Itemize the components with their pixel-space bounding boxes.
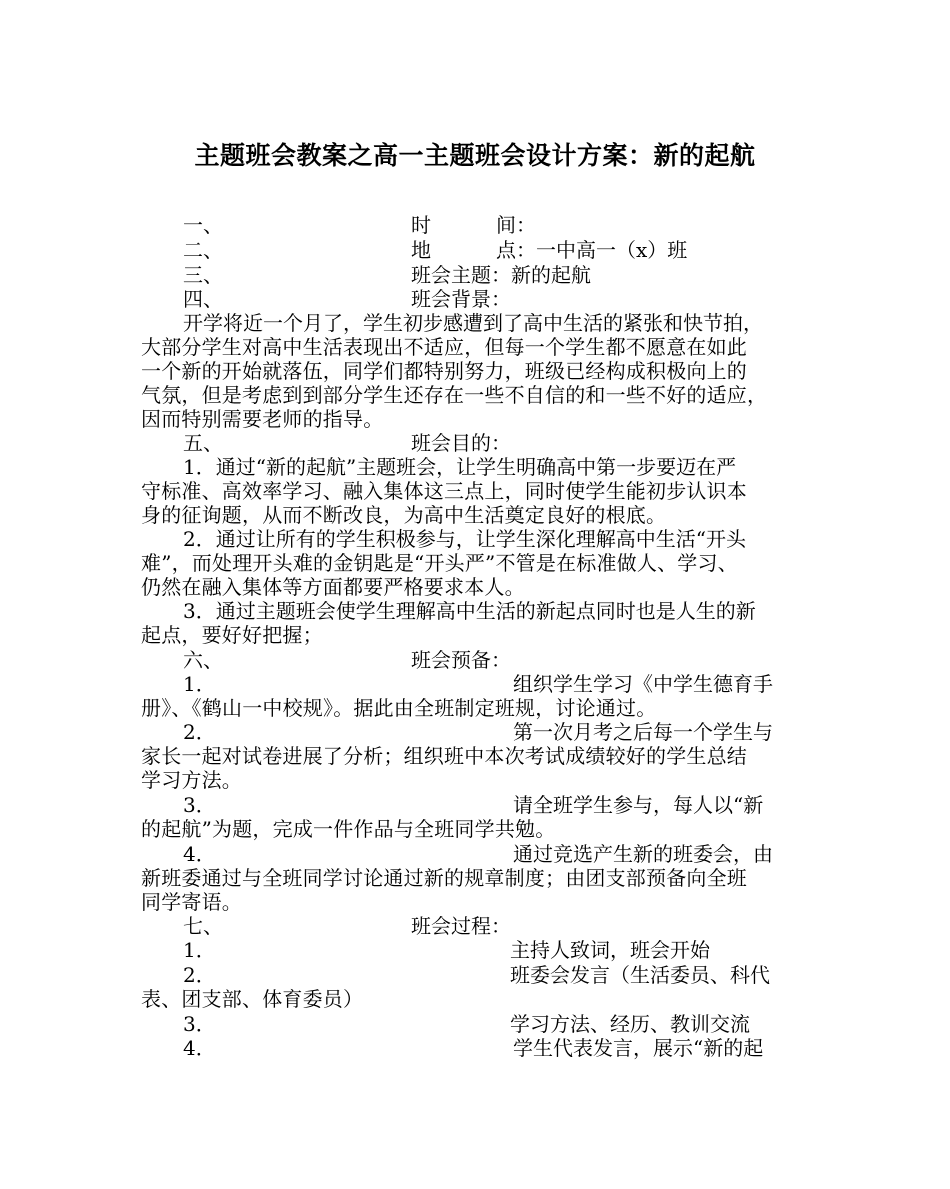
section-2-number: 二、 — [183, 238, 223, 262]
process-4-number: 4． — [183, 1036, 216, 1060]
goal-2-line: 仍然在融入集体等方面都要严格要求本人。 — [141, 575, 525, 599]
process-4-text: 学生代表发言，展示“新的起 — [513, 1036, 764, 1060]
section-6-number: 六、 — [183, 648, 223, 672]
goal-1-line: 身的征询题，从而不断改良，为高中生活奠定良好的根底。 — [141, 503, 667, 527]
process-3-text: 学习方法、经历、教训交流 — [510, 1012, 750, 1036]
background-line: 气氛，但是考虑到到部分学生还存在一些不自信的和一些不好的适应， — [141, 383, 768, 407]
section-5-text: 班会目的： — [411, 431, 511, 455]
prep-2-text: 第一次月考之后每一个学生与 — [513, 720, 773, 744]
section-7-text: 班会过程： — [411, 914, 511, 938]
section-2-label-a: 地 — [411, 238, 431, 262]
section-6-text: 班会预备： — [411, 648, 511, 672]
prep-4-text: 通过竞选产生新的班委会，由 — [513, 842, 773, 866]
section-3-number: 三、 — [183, 263, 223, 287]
section-1-number: 一、 — [183, 213, 223, 237]
goal-1-line: 1．通过“新的起航”主题班会，让学生明确高中第一步要迈在严 — [183, 455, 737, 479]
prep-3-number: 3． — [183, 793, 216, 817]
background-line: 开学将近一个月了，学生初步感遭到了高中生活的紧张和快节拍， — [183, 311, 763, 335]
section-4-text: 班会背景： — [411, 287, 511, 311]
section-4-number: 四、 — [183, 287, 223, 311]
goal-3-line: 3．通过主题班会使学生理解高中生活的新起点同时也是人生的新 — [183, 599, 756, 623]
goal-1-line: 守标准、高效率学习、融入集体这三点上，同时使学生能初步认识本 — [141, 479, 747, 503]
goal-2-line: 难”，而处理开头难的金钥匙是“开头严”不管是在标准做人、学习、 — [141, 551, 738, 575]
process-2-text: 班委会发言（生活委员、科代 — [510, 963, 770, 987]
prep-4-line: 同学寄语。 — [141, 890, 242, 914]
section-1-label-a: 时 — [411, 213, 431, 237]
prep-1-number: 1． — [183, 672, 216, 696]
section-5-number: 五、 — [183, 431, 223, 455]
prep-2-line: 学习方法。 — [141, 768, 242, 792]
document-title: 主题班会教案之高一主题班会设计方案：新的起航 — [194, 141, 756, 170]
process-1-number: 1． — [183, 938, 216, 962]
process-2-line: 表、团支部、体育委员） — [141, 987, 364, 1011]
background-line: 大部分学生对高中生活表现出不适应，但每一个学生都不愿意在如此 — [141, 335, 747, 359]
goal-2-line: 2．通过让所有的学生积极参与，让学生深化理解高中生活“开头 — [183, 527, 746, 551]
process-2-number: 2． — [183, 963, 216, 987]
prep-1-text: 组织学生学习《中学生德育手 — [513, 672, 773, 696]
section-7-number: 七、 — [183, 914, 223, 938]
section-2-label-b: 点：一中高一（x）班 — [496, 238, 688, 262]
prep-3-line: 的起航”为题，完成一件作品与全班同学共勉。 — [141, 817, 556, 841]
background-line: 一个新的开始就落伍，同学们都特别努力，班级已经构成积极向上的 — [141, 359, 747, 383]
process-1-text: 主持人致词，班会开始 — [510, 938, 710, 962]
prep-4-line: 新班委通过与全班同学讨论通过新的规章制度；由团支部预备向全班 — [141, 866, 747, 890]
goal-3-line: 起点，要好好把握； — [141, 623, 323, 647]
section-1-label-b: 间： — [496, 213, 536, 237]
prep-2-line: 家长一起对试卷进展了分析；组织班中本次考试成绩较好的学生总结 — [141, 744, 747, 768]
prep-2-number: 2． — [183, 720, 216, 744]
prep-4-number: 4． — [183, 842, 216, 866]
section-3-text: 班会主题：新的起航 — [411, 263, 591, 287]
prep-3-text: 请全班学生参与，每人以“新 — [513, 793, 764, 817]
background-line: 因而特别需要老师的指导。 — [141, 407, 384, 431]
prep-1-line: 册》、《鹤山一中校规》。据此由全班制定班规，讨论通过。 — [141, 696, 657, 720]
process-3-number: 3． — [183, 1012, 216, 1036]
